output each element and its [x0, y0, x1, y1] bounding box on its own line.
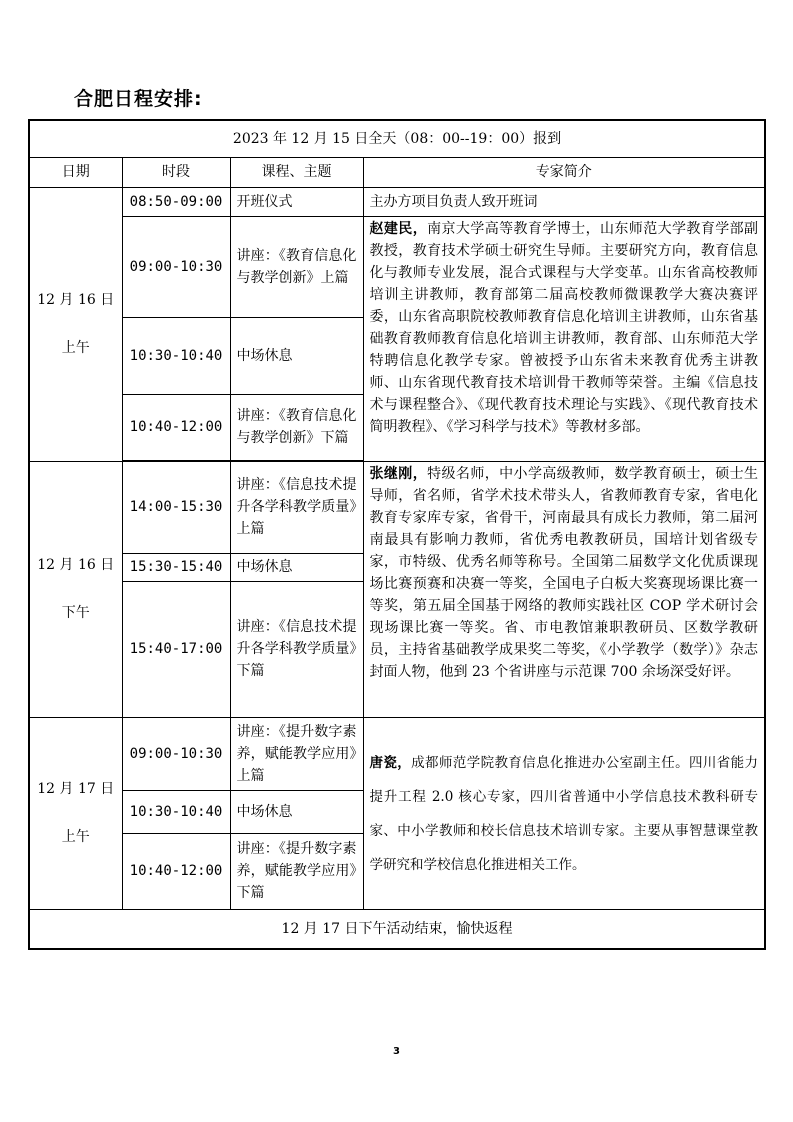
- table-row: [29, 717, 765, 790]
- date-label: 12 月 16 日: [37, 557, 115, 573]
- time-slot: 14:00-15:30: [122, 461, 230, 553]
- course-title: 讲座：《提升数字素养，赋能教学应用》上篇: [230, 717, 363, 790]
- header-expert: 专家简介: [363, 157, 765, 187]
- time-slot: 10:40-12:00: [122, 394, 230, 460]
- time-slot: 10:30-10:40: [122, 317, 230, 394]
- expert-name: 张继刚，: [369, 465, 428, 482]
- date-label: 12 月 16 日: [37, 292, 115, 308]
- expert-bio-text: 特级名师，中小学高级教师，数学教育硕士，硕士生导师，省名师，省学术技术带头人，省教师教育专家，省电化教育专家库专家，省骨干，河南最具有成长力教师，第二届河南最具有影响力教师，省优秀电教教研员，国培计划省级专家，市特级、优秀名师等称号。全国第二届数学文化优质课现场比赛预赛和决赛一等奖，全国电子白板大奖赛现场课比赛一等奖，第五届全国基于网络的教师实践社区 COP 学术研讨会现场课比赛一等奖。省、市电教馆兼职教研员、区数学教研员，主持省基础教学成果奖二等奖，《小学教学（数学）》杂志封面人物，他到 23 个省讲座与示范课 700 余场深受好评。: [369, 465, 759, 680]
- course-title: 中场休息: [230, 317, 363, 394]
- period-label: 上午: [61, 340, 90, 356]
- closing-note: 12 月 17 日下午活动结束，愉快返程: [29, 909, 765, 949]
- expert-bio: [363, 717, 765, 909]
- course-title: 中场休息: [230, 790, 363, 833]
- expert-bio: [363, 461, 765, 717]
- registration-banner: 2023 年 12 月 15 日全天（08：00--19：00）报到: [29, 120, 765, 157]
- expert-name: 唐瓷，: [369, 754, 412, 771]
- course-title: 讲座：《教育信息化与教学创新》上篇: [230, 216, 363, 317]
- course-title: 中场休息: [230, 553, 363, 581]
- course-title: 讲座：《教育信息化与教学创新》下篇: [230, 394, 363, 460]
- time-slot: 09:00-10:30: [122, 216, 230, 317]
- time-slot: 10:40-12:00: [122, 833, 230, 909]
- footer-row: [29, 909, 765, 949]
- table-row: [29, 187, 765, 216]
- table-row: [29, 461, 765, 553]
- date-label: 12 月 17 日: [37, 781, 115, 797]
- page-number: 3: [393, 1046, 400, 1057]
- page-heading: 合肥日程安排:: [74, 88, 203, 110]
- table-row: [29, 216, 765, 317]
- time-slot: 08:50-09:00: [122, 187, 230, 216]
- date-cell: [29, 187, 122, 461]
- header-row: [29, 157, 765, 187]
- time-slot: 10:30-10:40: [122, 790, 230, 833]
- time-slot: 15:40-17:00: [122, 581, 230, 717]
- time-slot: 09:00-10:30: [122, 717, 230, 790]
- expert-bio-text: 南京大学高等教育学博士，山东师范大学教育学部副教授，教育技术学硕士研究生导师。主要研究方向，教育信息化与教师专业发展，混合式课程与大学变革。山东省高校教师培训主讲教师，教育部第二届高校教师微课教学大赛决赛评委，山东省高职院校教师教育信息化培训主讲教师，山东省基础教育教师教育信息化培训主讲教师，教育部、山东师范大学特聘信息化教学专家。曾被授予山东省未来教育优秀主讲教师、山东省现代教育技术培训骨干教师等荣誉。主编《信息技术与课程整合》、《现代教育技术理论与实践》、《现代教育技术简明教程》、《学习科学与技术》等教材多部。: [369, 220, 759, 435]
- header-time: 时段: [122, 157, 230, 187]
- period-label: 下午: [61, 605, 90, 621]
- course-title: 讲座：《信息技术提升各学科教学质量》下篇: [230, 581, 363, 717]
- time-slot: 15:30-15:40: [122, 553, 230, 581]
- schedule-table: [28, 119, 766, 950]
- course-title: 讲座：《信息技术提升各学科教学质量》上篇: [230, 461, 363, 553]
- date-cell: [29, 717, 122, 909]
- header-date: 日期: [29, 157, 122, 187]
- expert-bio-text: 成都师范学院教育信息化推进办公室副主任。四川省能力提升工程 2.0 核心专家，四川省普通中小学信息技术教科研专家、中小学教师和校长信息技术培训专家。主要从事智慧课堂教学研究和学校信息化推进相关工作。: [369, 754, 759, 873]
- expert-name: 赵建民，: [369, 220, 428, 237]
- header-course: 课程、主题: [230, 157, 363, 187]
- banner-row: [29, 120, 765, 157]
- expert-bio: [363, 216, 765, 461]
- period-label: 上午: [61, 829, 90, 845]
- opening-note: 主办方项目负责人致开班词: [363, 187, 765, 216]
- date-cell: [29, 461, 122, 717]
- course-title: 开班仪式: [230, 187, 363, 216]
- course-title: 讲座：《提升数字素养，赋能教学应用》下篇: [230, 833, 363, 909]
